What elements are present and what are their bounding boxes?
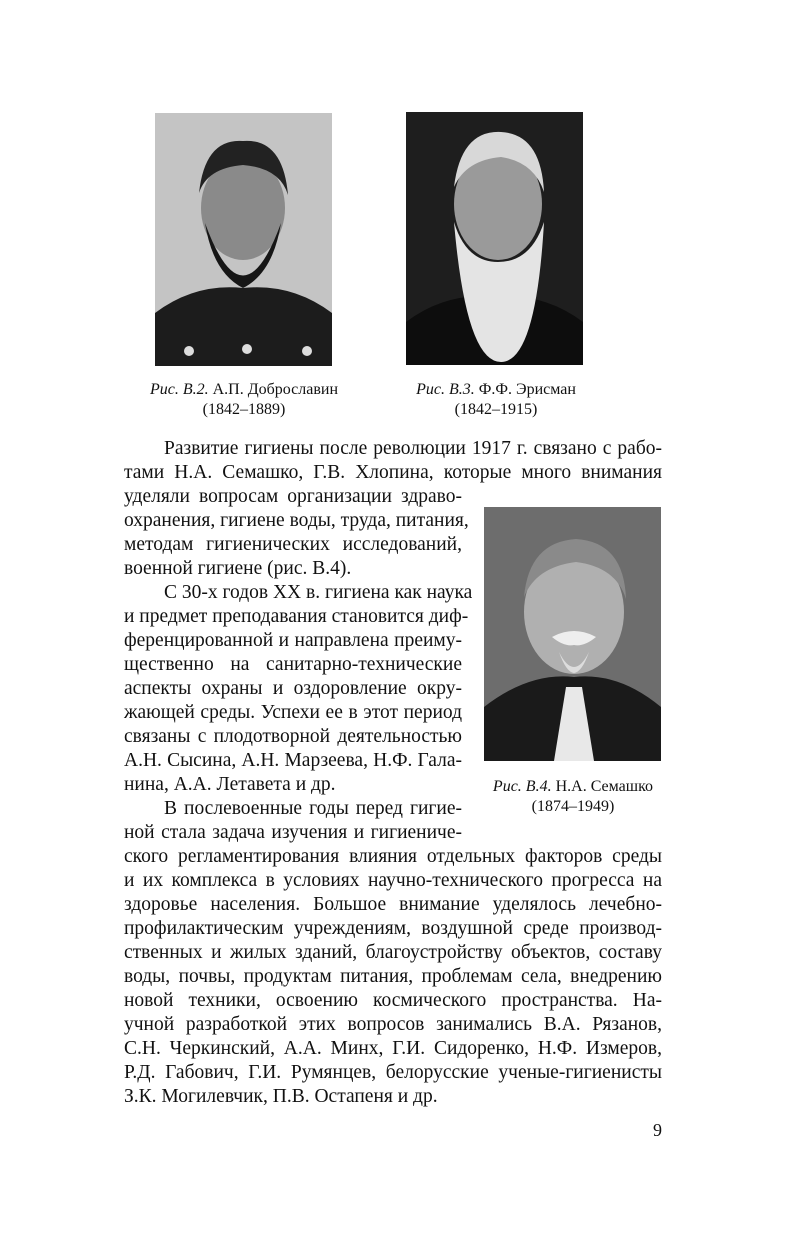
p2-line: ференцированной и направлена преиму- xyxy=(124,630,462,651)
caption-figure-b2 xyxy=(124,380,364,420)
p3-line: В послевоенные годы перед гигие- xyxy=(164,798,462,819)
paragraph-3 xyxy=(124,797,462,845)
p3-line: ной стала задача изучения и гигиениче- xyxy=(124,822,462,843)
p2-line: щественно на санитарно-технические xyxy=(124,654,462,675)
p3-line: С.Н. Черкинский, А.А. Минх, Г.И. Сидоренко, Н.Ф. Измеров, xyxy=(124,1038,662,1059)
p1-line: Развитие гигиены после революции 1917 г. связано с рабо- xyxy=(164,438,662,459)
p3-line: новой техники, освоению космического пространства. На- xyxy=(124,990,662,1011)
p1-line: военной гигиене (рис. В.4). xyxy=(124,558,352,579)
p3-line: учной разработкой этих вопросов занимались В.А. Рязанов, xyxy=(124,1014,662,1035)
p1-line: охранения, гигиене воды, труда, питания, xyxy=(124,510,469,531)
p3-line: ственных и жилых зданий, благоустройству объектов, составу xyxy=(124,942,662,963)
p3-line: З.К. Могилевчик, П.В. Остапеня и др. xyxy=(124,1086,438,1107)
p3-line: и их комплекса в условиях научно-технического прогресса на xyxy=(124,870,662,891)
p2-line: и предмет преподавания становится диф- xyxy=(124,606,469,627)
caption-b3-years: (1842–1915) xyxy=(454,401,538,418)
p2-line: нина, А.А. Летавета и др. xyxy=(124,774,336,795)
p3-line: профилактическим учреждениям, воздушной среде производ- xyxy=(124,918,662,939)
caption-b2-prefix: Рис. В.2. xyxy=(149,381,209,398)
paragraph-1 xyxy=(124,437,662,485)
paragraph-2 xyxy=(124,581,473,797)
p1-line: тами Н.А. Семашко, Г.В. Хлопина, которые много внимания xyxy=(124,462,662,483)
caption-b4-name: Н.А. Семашко xyxy=(555,778,654,795)
caption-b4-prefix: Рис. В.4. xyxy=(492,778,552,795)
p3-line: ского регламентирования влияния отдельных факторов среды xyxy=(124,846,662,867)
p2-line: А.Н. Сысина, А.Н. Марзеева, Н.Ф. Гала- xyxy=(124,750,462,771)
portrait-erisman-photo xyxy=(406,112,583,365)
portrait-semashko-photo xyxy=(484,507,661,761)
p2-line: аспекты охраны и оздоровление окру- xyxy=(124,678,462,699)
caption-b3-name: Ф.Ф. Эрисман xyxy=(478,381,576,398)
p2-line: связаны с плодотворной деятельностью xyxy=(124,726,462,747)
paragraph-3-continued xyxy=(124,845,662,1109)
p1-line: уделяли вопросам организации здраво- xyxy=(124,486,462,507)
caption-figure-b4 xyxy=(474,777,672,817)
paragraph-1-continued xyxy=(124,485,469,581)
caption-b4-years: (1874–1949) xyxy=(531,798,615,815)
caption-b2-years: (1842–1889) xyxy=(202,401,286,418)
caption-b2-name: А.П. Доброславин xyxy=(212,381,339,398)
caption-figure-b3 xyxy=(376,380,616,420)
p2-line: С 30-х годов XX в. гигиена как наука xyxy=(164,582,473,603)
p3-line: воды, почвы, продуктам питания, проблемам села, внедрению xyxy=(124,966,662,987)
p2-line: жающей среды. Успехи ее в этот период xyxy=(124,702,462,723)
portrait-dobroslavin-photo xyxy=(155,113,332,366)
page-number: 9 xyxy=(653,1120,662,1140)
p3-line: Р.Д. Габович, Г.И. Румянцев, белорусские ученые-гигиенисты xyxy=(124,1062,662,1083)
p3-line: здоровье населения. Большое внимание уделялось лечебно- xyxy=(124,894,662,915)
p1-line: методам гигиенических исследований, xyxy=(124,534,462,555)
caption-b3-prefix: Рис. В.3. xyxy=(416,381,475,398)
